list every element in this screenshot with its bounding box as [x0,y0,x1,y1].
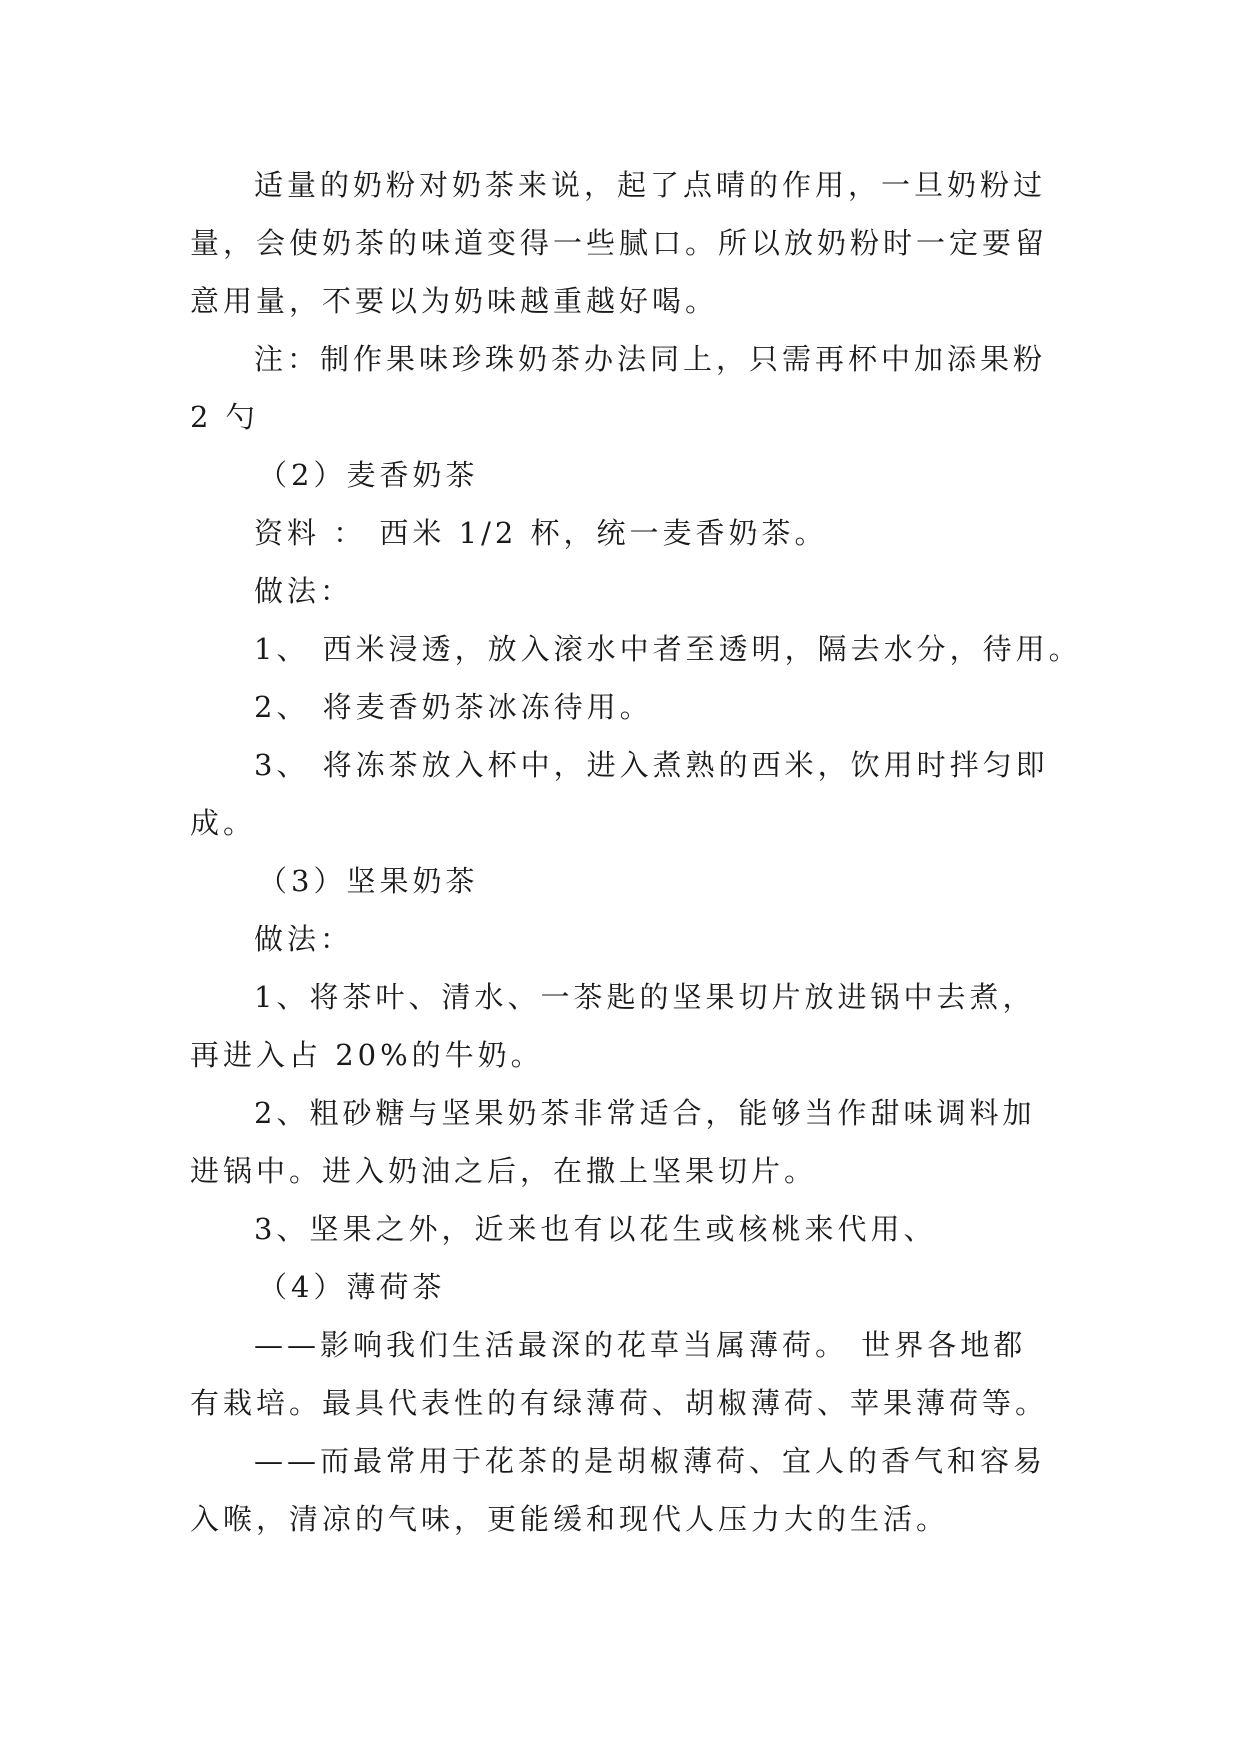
paragraph-line: 有栽培。最具代表性的有绿薄荷、胡椒薄荷、苹果薄荷等。 [190,1386,1049,1420]
paragraph-line: 做法： [254,922,354,956]
paragraph-line: 入喉，清凉的气味，更能缓和现代人压力大的生活。 [190,1502,950,1536]
paragraph-line: ——影响我们生活最深的花草当属薄荷。 世界各地都 [254,1328,1027,1362]
paragraph-line: ——而最常用于花茶的是胡椒薄荷、宜人的香气和容易 [254,1444,1047,1478]
list-item: 2、 将麦香奶茶冰冻待用。 [254,690,653,724]
paragraph-line: 资料 ： 西米 1/2 杯，统一麦香奶茶。 [254,516,828,550]
list-item: 3、坚果之外，近来也有以花生或核桃来代用、 [254,1212,937,1246]
list-item: 3、 将冻茶放入杯中，进入煮熟的西米，饮用时拌匀即 [254,748,1049,782]
section-heading: （2）麦香奶茶 [258,458,479,492]
paragraph-line: 适量的奶粉对奶茶来说，起了点晴的作用，一旦奶粉过 [254,168,1047,202]
paragraph-line: 做法： [254,574,354,608]
section-heading: （3）坚果奶茶 [258,864,479,898]
paragraph-line: 2 勺 [190,400,259,434]
list-item: 1、将茶叶、清水、一茶匙的坚果切片放进锅中去煮， [254,980,1036,1014]
list-item: 1、 西米浸透，放入滚水中者至透明，隔去水分，待用。 [254,632,1082,666]
section-heading: （4）薄荷茶 [258,1270,446,1304]
paragraph-line: 量，会使奶茶的味道变得一些腻口。所以放奶粉时一定要留 [190,226,1049,260]
paragraph-line: 意用量，不要以为奶味越重越好喝。 [190,284,719,318]
paragraph-line: 成。 [190,806,257,840]
paragraph-line: 进锅中。进入奶油之后，在撒上坚果切片。 [190,1154,818,1188]
list-item: 2、粗砂糖与坚果奶茶非常适合，能够当作甜味调料加 [254,1096,1036,1130]
paragraph-line: 注：制作果味珍珠奶茶办法同上，只需再杯中加添果粉 [254,342,1047,376]
paragraph-line: 再进入占 20%的牛奶。 [190,1038,544,1072]
